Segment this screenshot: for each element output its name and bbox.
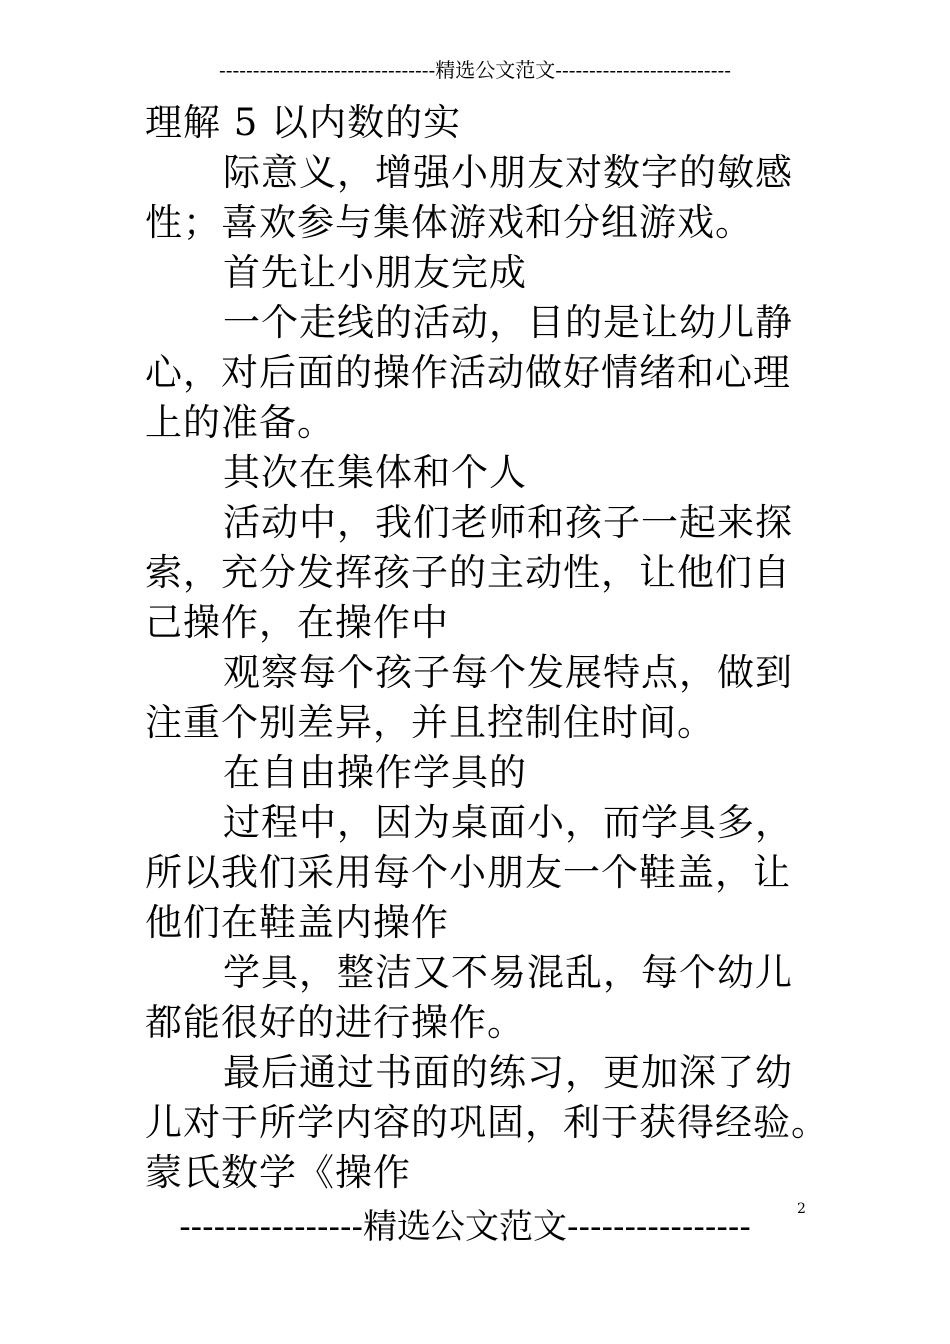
text-line: 其次在集体和个人 [223,451,527,494]
text-line: 他们在鞋盖内操作 [145,901,449,944]
body-text [145,98,829,1198]
text-line: 在自由操作学具的 [223,751,527,794]
text-line: 观察每个孩子每个发展特点，做到 [223,651,793,694]
page-footer: ----------------精选公文范文---------------- [179,1207,751,1247]
text-line: 活动中，我们老师和孩子一起来探 [223,501,793,544]
text-line: 上的准备。 [145,401,335,444]
text-line: 最后通过书面的练习，更加深了幼 [223,1051,793,1094]
page-header: --------------------------------精选公文范文-------------------------- [219,58,731,82]
text-line: 一个走线的活动，目的是让幼儿静 [223,301,793,344]
text-line: 都能很好的进行操作。 [145,1001,525,1044]
text-line: 心，对后面的操作活动做好情绪和心理 [145,351,791,394]
text-line: 学具，整洁又不易混乱，每个幼儿 [223,951,793,994]
text-line: 索，充分发挥孩子的主动性，让他们自 [145,551,791,594]
text-line: 蒙氏数学《操作 [145,1151,411,1194]
text-line: 理解 5 以内数的实 [145,101,462,144]
text-line: 际意义，增强小朋友对数字的敏感 [223,151,793,194]
text-line: 所以我们采用每个小朋友一个鞋盖，让 [145,851,791,894]
text-line: 儿对于所学内容的巩固，利于获得经验。 [145,1101,829,1144]
text-line: 首先让小朋友完成 [223,251,527,294]
text-line: 性；喜欢参与集体游戏和分组游戏。 [145,201,753,244]
text-line: 过程中，因为桌面小，而学具多， [223,801,793,844]
page-number: 2 [797,1201,806,1217]
text-line: 注重个别差异，并且控制住时间。 [145,701,715,744]
text-line: 己操作，在操作中 [145,601,449,644]
